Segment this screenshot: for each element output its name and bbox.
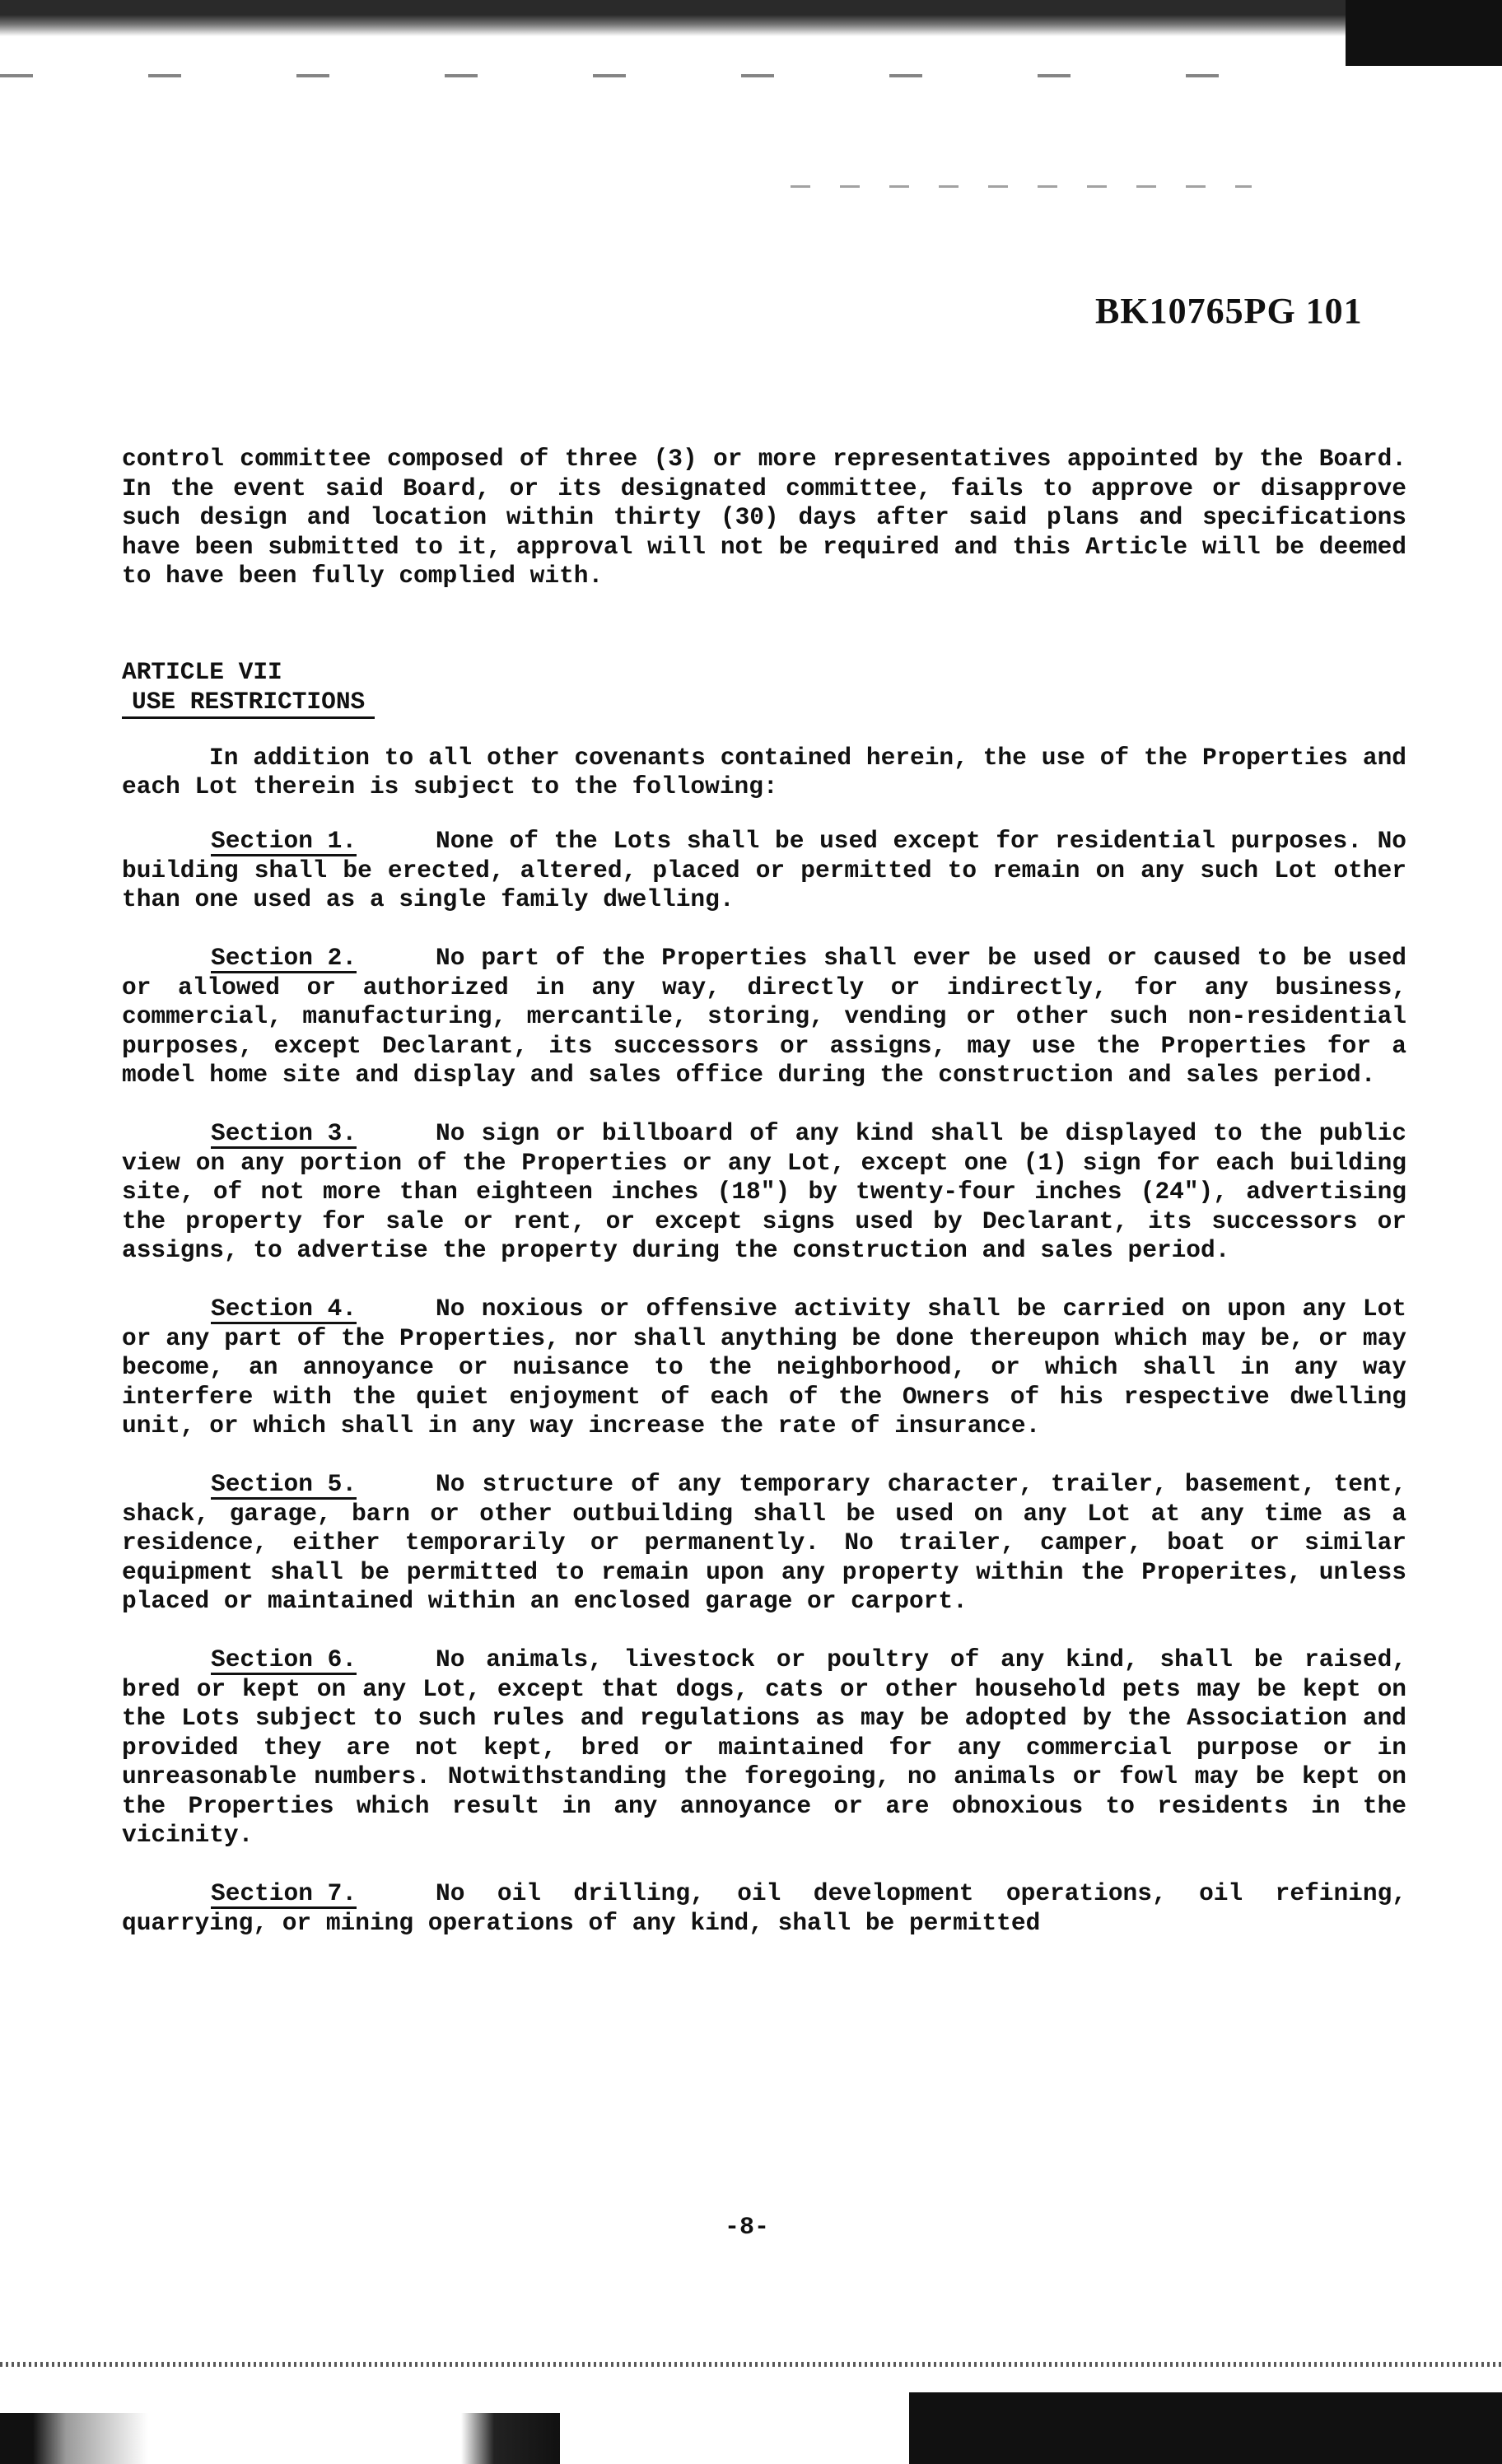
section-label: Section 3.: [211, 1118, 357, 1147]
section-label: Section 4.: [211, 1294, 357, 1323]
article-heading-block: [122, 657, 1406, 719]
scan-border-bottom-right: [909, 2392, 1502, 2464]
scan-noise-line: [791, 185, 1252, 188]
scan-border-bottom-left: [0, 2413, 560, 2464]
section-text: No part of the Properties shall ever be used or caused to be used or allowed or authorized in any way, directly or indirectly, for any business, commercial, manufacturing, mercantile, storing, vending or other such non-residential purposes, except Declarant, its successors or assigns, may use the Properties for a model home site and display and sales office during the construction and sales period.: [122, 943, 1406, 1089]
section-text: No oil drilling, oil development operations, oil refining, quarrying, or mining operations of any kind, shall be permitted: [122, 1878, 1406, 1937]
section-text: No sign or billboard of any kind shall be displayed to the public view on any portion of the Properties or any Lot, except one (1) sign for each building site, of not more than eighteen inches (18") by twenty-four inches (24"), advertising the property for sale or rent, or except signs used by Declarant, its successors or assigns, to advertise the property during the construction and sales period.: [122, 1118, 1406, 1264]
section-text: None of the Lots shall be used except for residential purposes. No building shall be erected, altered, placed or permitted to remain on any such Lot other than one used as a single family dwelling.: [122, 826, 1406, 913]
page-number: -8-: [725, 2214, 770, 2242]
continuation-paragraph: control committee composed of three (3) or more representatives appointed by the Board. In the event said Board, or its designated committee, fails to approve or disapprove such design and location within thirty (30) days after said plans and specifications have been submitted to it, approval will not be required and this Article will be deemed to have been fully complied with.: [122, 445, 1406, 590]
document-body: [122, 445, 1406, 1967]
book-page-reference: BK10765PG 101: [1095, 291, 1363, 331]
section-2: [122, 944, 1406, 1090]
section-4: [122, 1295, 1406, 1441]
scan-border-top: [0, 0, 1502, 36]
section-7: [122, 1879, 1406, 1939]
section-label: Section 1.: [211, 826, 357, 855]
article-number: ARTICLE VII: [122, 657, 282, 686]
article-intro: In addition to all other covenants contained herein, the use of the Properties and each Lot therein is subject to the following:: [122, 743, 1406, 800]
section-5: [122, 1470, 1406, 1617]
scan-noise-line: [0, 74, 1318, 77]
section-6: [122, 1645, 1406, 1850]
section-label: Section 6.: [211, 1645, 357, 1673]
section-label: Section 5.: [211, 1469, 357, 1498]
section-3: [122, 1119, 1406, 1266]
section-label: Section 2.: [211, 943, 357, 972]
section-text: No animals, livestock or poultry of any kind, shall be raised, bred or kept on any Lot, except that dogs, cats or other household pets may be kept on the Lots subject to such rules and regulations as may be adopted by the Association and provided they are not kept, bred or maintained for any commercial purpose or in unreasonable numbers. Notwithstanding the foregoing, no animals or fowl may be kept on the Properties which result in any annoyance or are obnoxious to residents in the vicinity.: [122, 1645, 1406, 1849]
section-text: No noxious or offensive activity shall be carried on upon any Lot or any part of the Properties, nor shall anything be done thereupon which may be, or may become, an annoyance or nuisance to the neighborhood, or which shall in any way interfere with the quiet enjoyment of each of the Owners of his respective dwelling unit, or which shall in any way increase the rate of insurance.: [122, 1294, 1406, 1440]
section-1: [122, 827, 1406, 915]
article-title: USE RESTRICTIONS: [122, 687, 375, 719]
section-label: Section 7.: [211, 1878, 357, 1907]
scan-corner-top-right: [1346, 0, 1502, 66]
section-text: No structure of any temporary character, trailer, basement, tent, shack, garage, barn or other outbuilding shall be used on any Lot at any time as a residence, either temporarily or permanently. No trailer, camper, boat or similar equipment shall be permitted to remain upon any property within the Properites, unless placed or maintained within an enclosed garage or carport.: [122, 1469, 1406, 1615]
scan-dotted-line: [0, 2362, 1502, 2367]
